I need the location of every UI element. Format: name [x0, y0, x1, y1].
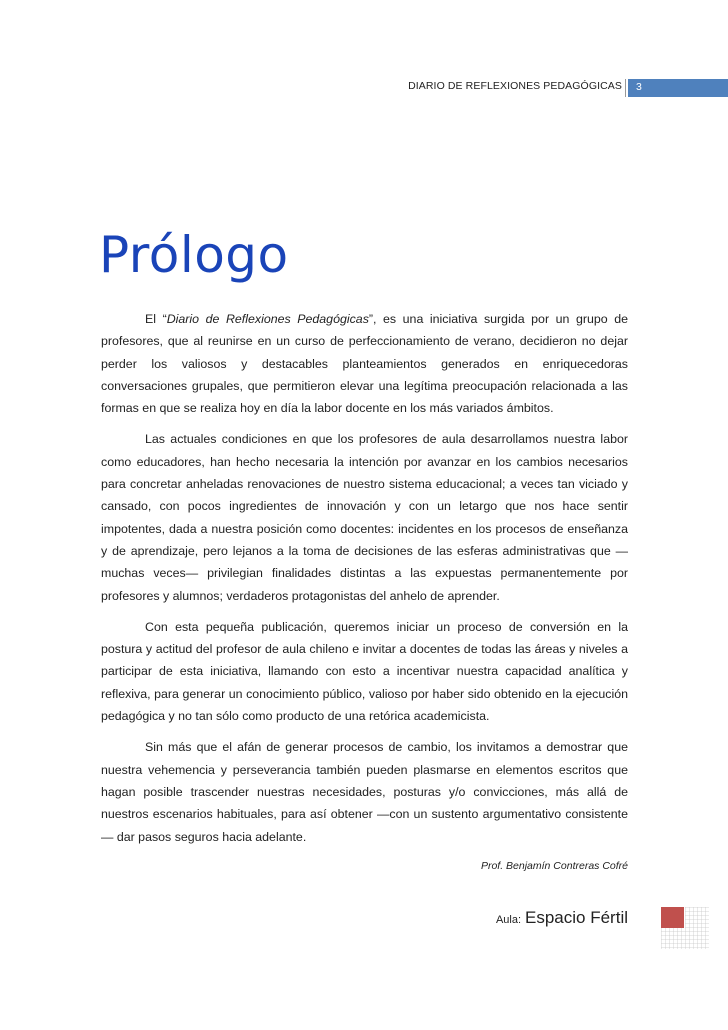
page-number: 3	[636, 81, 642, 93]
grid-logo-icon	[661, 907, 709, 949]
page-number-tab	[628, 79, 728, 97]
paragraph-1	[101, 308, 628, 419]
paragraph-1-rest: ”, es una iniciativa surgida por un grupo de profesores, que al reunirse en un curso de perfeccionamiento de verano, decidieron no dejar perder los valiosos y destacables planteamientos generados en enriquecedoras conversaciones grupales, que permitieron elevar una legítima preocupación relacionada a las formas en que se realiza hoy en día la labor docente en los más variados ámbitos.	[101, 312, 628, 416]
paragraph-3: Con esta pequeña publicación, queremos iniciar un proceso de conversión en la postura y actitud del profesor de aula chileno e invitar a docentes de todas las áreas y niveles a participar de esta iniciativa, llamando con esto a incentivar nuestra capacidad analítica y reflexiva, para generar un conocimiento público, valioso por haber sido obtenido en la ejecución pedagógica y no tan sólo como producto de una retórica academicista.	[101, 619, 628, 724]
footer-aula	[496, 908, 628, 928]
aula-label: Aula:	[495, 914, 522, 926]
paragraph-2: Las actuales condiciones en que los profesores de aula desarrollamos nuestra labor como educadores, han hecho necesaria la intención por avanzar en los cambios necesarios para concretar anheladas renovaciones de nuestro sistema educacional; a veces tan viciado y cansado, con pocos ingredientes de innovación y con un letargo que nos hace sentir impotentes, dada a nuestra posición como docentes: incidentes en los procesos de enseñanza y de aprendizaje, pero lejanos a la toma de decisiones de las esferas administrativas que —muchas veces— privilegian finalidades distintas a las expuestas permanentemente por profesores y alumnos; verdaderos protagonistas del anhelo de aprender.	[101, 432, 628, 603]
paragraph-4: Sin más que el afán de generar procesos de cambio, los invitamos a demostrar que nuestra vehemencia y perseverancia también pueden plasmarse en elementos escritos que hagan posible trascender nuestras necesidades, posturas y/o convicciones, más allá de nuestros escenarios habituales, para así obtener —con un sustento argumentativo consistente— dar pasos seguros hacia adelante.	[101, 740, 628, 844]
prologue-body	[101, 308, 628, 857]
publication-title: Diario de Reflexiones Pedagógicas	[166, 312, 369, 326]
logo-grid-bottom-left	[661, 928, 685, 949]
aula-name: Espacio Fértil	[525, 908, 628, 927]
logo-grid-bottom-right	[685, 928, 709, 949]
page-title: Prólogo	[99, 226, 289, 284]
logo-grid-top-right	[685, 907, 709, 928]
header-divider	[625, 79, 626, 97]
paragraph-1-start: El “	[145, 312, 167, 326]
author-signature: Prof. Benjamín Contreras Cofré	[480, 860, 628, 872]
page-header	[0, 79, 728, 97]
logo-red-square	[661, 907, 684, 928]
header-title: DIARIO DE REFLEXIONES PEDAGÓGICAS	[408, 80, 622, 92]
